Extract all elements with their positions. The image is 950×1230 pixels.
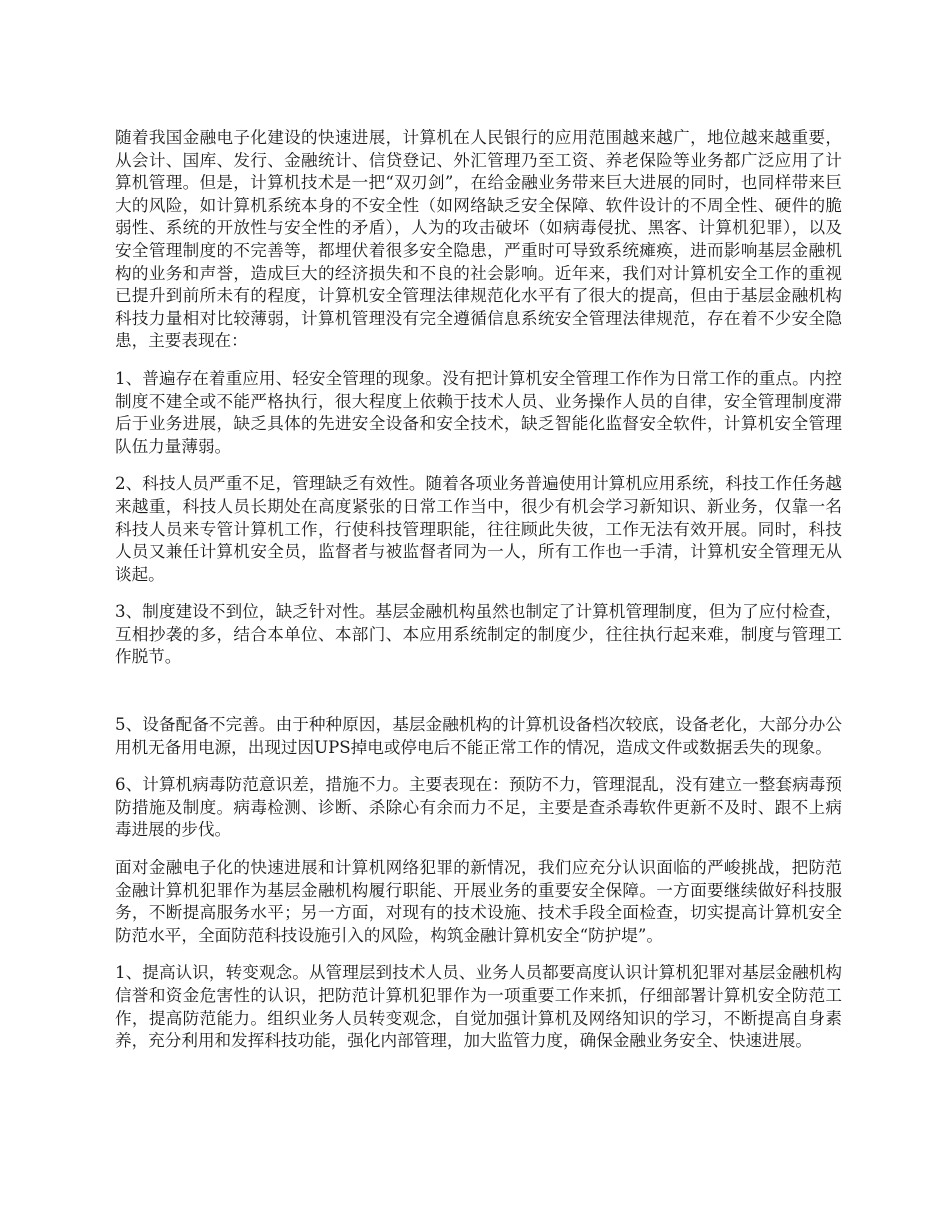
paragraph-countermeasures: 面对金融电子化的快速进展和计算机网络犯罪的新情况，我们应充分认识面临的严峻挑战，把防范金融计算机犯罪作为基层金融机构履行职能、开展业务的重要安全保障。一方面要继续做好科技服务，不断提高服务水平；另一方面，对现有的技术设施、技术手段全面检查，切实提高计算机安全防范水平，全面防范科技设施引入的风险，构筑金融计算机安全“防护堤”。	[115, 858, 842, 945]
document-page	[115, 127, 842, 1068]
paragraph-item-1: 1、普遍存在着重应用、轻安全管理的现象。没有把计算机安全管理工作作为日常工作的重点。内控制度不建全或不能严格执行，很大程度上依赖于技术人员、业务操作人员的自律，安全管理制度滞后于业务进展，缺乏具体的先进安全设备和安全技术，缺乏智能化监督安全软件，计算机安全管理队伍力量薄弱。	[115, 368, 842, 456]
paragraph-measure-1: 1、提高认识，转变观念。从管理层到技术人员、业务人员都要高度认识计算机犯罪对基层金融机构信誉和资金危害性的认识，把防范计算机犯罪作为一项重要工作来抓，仔细部署计算机安全防范工作，提高防范能力。组织业务人员转变观念，自觉加强计算机及网络知识的学习，不断提高自身素养，充分利用和发挥科技功能，强化内部管理，加大监管力度，确保金融业务安全、快速进展。	[115, 963, 842, 1051]
paragraph-intro: 随着我国金融电子化建设的快速进展，计算机在人民银行的应用范围越来越广，地位越来越重要，从会计、国库、发行、金融统计、信贷登记、外汇管理乃至工资、养老保险等业务都广泛应用了计算机管理。但是，计算机技术是一把“双刃剑”，在给金融业务带来巨大进展的同时，也同样带来巨大的风险，如计算机系统本身的不安全性（如网络缺乏安全保障、软件设计的不周全性、硬件的脆弱性、系统的开放性与安全性的矛盾），人为的攻击破坏（如病毒侵扰、黑客、计算机犯罪），以及安全管理制度的不完善等，都埋伏着很多安全隐患，严重时可导致系统瘫痪，进而影响基层金融机构的业务和声誉，造成巨大的经济损失和不良的社会影响。近年来，我们对计算机安全工作的重视已提升到前所未有的程度，计算机安全管理法律规范化水平有了很大的提高，但由于基层金融机构科技力量相对比较薄弱，计算机管理没有完全遵循信息系统安全管理法律规范，存在着不少安全隐患，主要表现在：	[115, 128, 842, 351]
paragraph-item-5: 5、设备配备不完善。由于种种原因，基层金融机构的计算机设备档次较底，设备老化，大部分办公用机无备用电源，出现过因UPS掉电或停电后不能正常工作的情况，造成文件或数据丢失的现象。	[115, 715, 842, 757]
paragraph-item-6: 6、计算机病毒防范意识差，措施不力。主要表现在：预防不力，管理混乱，没有建立一整套病毒预防措施及制度。病毒检测、诊断、杀除心有余而力不足，主要是查杀毒软件更新不及时、跟不上病毒进展的步伐。	[115, 775, 842, 840]
paragraph-item-2: 2、科技人员严重不足，管理缺乏有效性。随着各项业务普遍使用计算机应用系统，科技工作任务越来越重，科技人员长期处在高度紧张的日常工作当中，很少有机会学习新知识、新业务，仅靠一名科技人员来专管计算机工作，行使科技管理职能，往往顾此失彼，工作无法有效开展。同时，科技人员又兼任计算机安全员，监督者与被监督者同为一人，所有工作也一手清，计算机安全管理无从谈起。	[115, 474, 842, 584]
paragraph-item-3: 3、制度建设不到位，缺乏针对性。基层金融机构虽然也制定了计算机管理制度，但为了应付检查，互相抄袭的多，结合本单位、本部门、本应用系统制定的制度少，往往执行起来难，制度与管理工作脱节。	[115, 602, 842, 667]
